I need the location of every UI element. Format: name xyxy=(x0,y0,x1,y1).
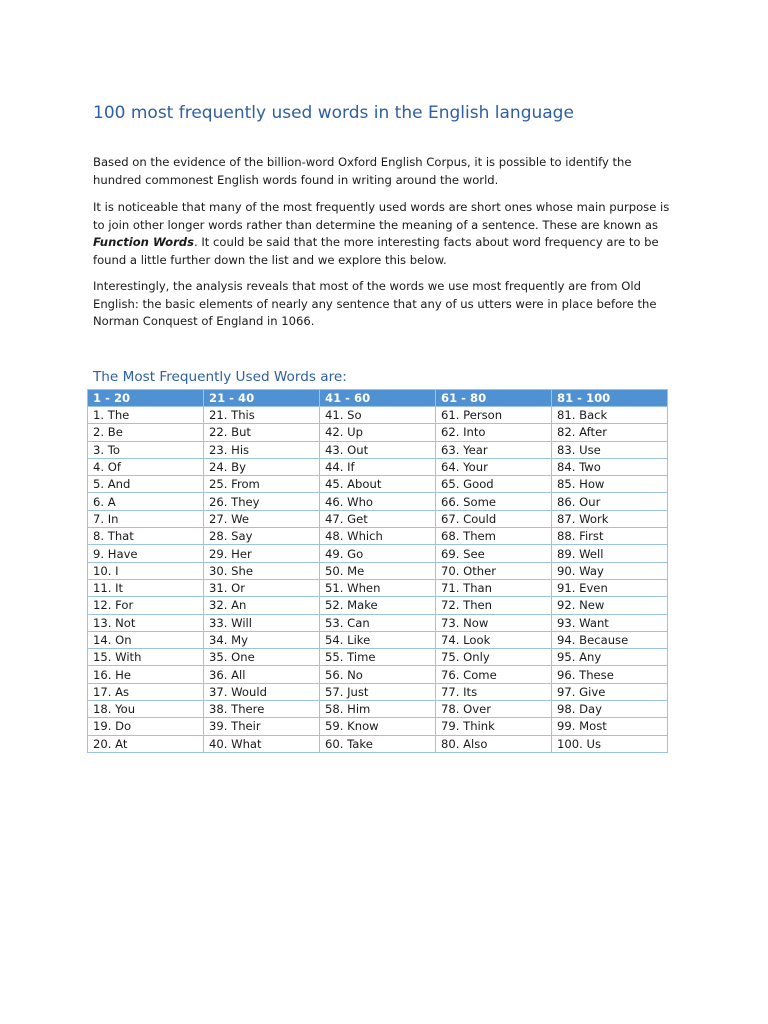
table-row xyxy=(88,614,668,631)
table-row xyxy=(88,735,668,752)
table-cell: 54. Like xyxy=(320,631,436,648)
table-cell: 31. Or xyxy=(204,579,320,596)
table-cell: 57. Just xyxy=(320,683,436,700)
table-body xyxy=(88,407,668,753)
paragraph-text: It is noticeable that many of the most frequently used words are short ones whose main purpose is to join other longer words rather than determine the meaning of a sentence. These are known as xyxy=(93,200,670,232)
table-row xyxy=(88,424,668,441)
table-cell: 51. When xyxy=(320,579,436,596)
table-cell: 26. They xyxy=(204,493,320,510)
table-cell: 36. All xyxy=(204,666,320,683)
table-cell: 2. Be xyxy=(88,424,204,441)
table-cell: 73. Now xyxy=(436,614,552,631)
table-cell: 83. Use xyxy=(552,441,668,458)
table-row xyxy=(88,441,668,458)
table-cell: 97. Give xyxy=(552,683,668,700)
table-cell: 79. Think xyxy=(436,718,552,735)
word-frequency-table xyxy=(87,389,668,753)
table-cell: 93. Want xyxy=(552,614,668,631)
table-cell: 9. Have xyxy=(88,545,204,562)
table-cell: 67. Could xyxy=(436,510,552,527)
page-title: 100 most frequently used words in the English language xyxy=(93,103,574,123)
function-words-paragraph xyxy=(93,199,673,269)
table-row xyxy=(88,631,668,648)
table-cell: 76. Come xyxy=(436,666,552,683)
table-row xyxy=(88,666,668,683)
table-cell: 80. Also xyxy=(436,735,552,752)
table-cell: 74. Look xyxy=(436,631,552,648)
table-cell: 65. Good xyxy=(436,476,552,493)
table-row xyxy=(88,528,668,545)
table-cell: 37. Would xyxy=(204,683,320,700)
table-cell: 12. For xyxy=(88,597,204,614)
table-row xyxy=(88,493,668,510)
table-row xyxy=(88,718,668,735)
table-cell: 89. Well xyxy=(552,545,668,562)
table-cell: 72. Then xyxy=(436,597,552,614)
table-cell: 22. But xyxy=(204,424,320,441)
table-cell: 21. This xyxy=(204,407,320,424)
table-cell: 29. Her xyxy=(204,545,320,562)
table-cell: 95. Any xyxy=(552,649,668,666)
table-cell: 86. Our xyxy=(552,493,668,510)
table-cell: 38. There xyxy=(204,701,320,718)
table-cell: 90. Way xyxy=(552,562,668,579)
table-cell: 63. Year xyxy=(436,441,552,458)
paragraph-text: . It could be said that the more interesting facts about word frequency are to be found a little further down the list and we explore this below. xyxy=(93,235,659,267)
table-cell: 98. Day xyxy=(552,701,668,718)
table-cell: 62. Into xyxy=(436,424,552,441)
table-cell: 10. I xyxy=(88,562,204,579)
table-cell: 27. We xyxy=(204,510,320,527)
table-cell: 82. After xyxy=(552,424,668,441)
table-cell: 60. Take xyxy=(320,735,436,752)
table-row xyxy=(88,458,668,475)
table-cell: 7. In xyxy=(88,510,204,527)
intro-paragraph: Based on the evidence of the billion-word Oxford English Corpus, it is possible to identify the hundred commonest English words found in writing around the world. xyxy=(93,155,632,187)
table-cell: 85. How xyxy=(552,476,668,493)
table-cell: 78. Over xyxy=(436,701,552,718)
table-cell: 45. About xyxy=(320,476,436,493)
table-cell: 66. Some xyxy=(436,493,552,510)
table-cell: 87. Work xyxy=(552,510,668,527)
table-row xyxy=(88,579,668,596)
table-cell: 39. Their xyxy=(204,718,320,735)
table-heading: The Most Frequently Used Words are: xyxy=(93,369,347,385)
table-cell: 64. Your xyxy=(436,458,552,475)
column-header: 1 - 20 xyxy=(88,390,204,407)
table-cell: 4. Of xyxy=(88,458,204,475)
table-cell: 3. To xyxy=(88,441,204,458)
column-header: 41 - 60 xyxy=(320,390,436,407)
table-cell: 55. Time xyxy=(320,649,436,666)
table-cell: 16. He xyxy=(88,666,204,683)
table-cell: 68. Them xyxy=(436,528,552,545)
table-cell: 91. Even xyxy=(552,579,668,596)
table-row xyxy=(88,597,668,614)
table-cell: 48. Which xyxy=(320,528,436,545)
table-cell: 100. Us xyxy=(552,735,668,752)
table-cell: 34. My xyxy=(204,631,320,648)
table-cell: 47. Get xyxy=(320,510,436,527)
table-cell: 14. On xyxy=(88,631,204,648)
table-row xyxy=(88,510,668,527)
table-cell: 40. What xyxy=(204,735,320,752)
table-cell: 19. Do xyxy=(88,718,204,735)
table-cell: 23. His xyxy=(204,441,320,458)
table-cell: 24. By xyxy=(204,458,320,475)
column-header: 81 - 100 xyxy=(552,390,668,407)
table-cell: 25. From xyxy=(204,476,320,493)
table-cell: 15. With xyxy=(88,649,204,666)
table-cell: 50. Me xyxy=(320,562,436,579)
table-row xyxy=(88,407,668,424)
table-cell: 8. That xyxy=(88,528,204,545)
table-cell: 53. Can xyxy=(320,614,436,631)
function-words-term: Function Words xyxy=(93,235,194,249)
table-cell: 30. She xyxy=(204,562,320,579)
table-cell: 44. If xyxy=(320,458,436,475)
table-cell: 6. A xyxy=(88,493,204,510)
table-cell: 42. Up xyxy=(320,424,436,441)
table-cell: 33. Will xyxy=(204,614,320,631)
table-row xyxy=(88,562,668,579)
table-header-row xyxy=(88,390,668,407)
table-cell: 43. Out xyxy=(320,441,436,458)
table-row xyxy=(88,701,668,718)
table-cell: 17. As xyxy=(88,683,204,700)
table-cell: 35. One xyxy=(204,649,320,666)
table-cell: 75. Only xyxy=(436,649,552,666)
table-cell: 96. These xyxy=(552,666,668,683)
table-cell: 59. Know xyxy=(320,718,436,735)
table-cell: 49. Go xyxy=(320,545,436,562)
table-cell: 81. Back xyxy=(552,407,668,424)
table-cell: 88. First xyxy=(552,528,668,545)
table-cell: 84. Two xyxy=(552,458,668,475)
column-header: 61 - 80 xyxy=(436,390,552,407)
table-row xyxy=(88,683,668,700)
table-cell: 13. Not xyxy=(88,614,204,631)
table-cell: 99. Most xyxy=(552,718,668,735)
table-cell: 69. See xyxy=(436,545,552,562)
table-cell: 46. Who xyxy=(320,493,436,510)
table-cell: 56. No xyxy=(320,666,436,683)
table-cell: 52. Make xyxy=(320,597,436,614)
table-cell: 20. At xyxy=(88,735,204,752)
table-cell: 28. Say xyxy=(204,528,320,545)
old-english-paragraph: Interestingly, the analysis reveals that most of the words we use most frequently are from Old English: the basic elements of nearly any sentence that any of us utters were in place before the Norman Conquest of England in 1066. xyxy=(93,279,657,328)
table-cell: 32. An xyxy=(204,597,320,614)
column-header: 21 - 40 xyxy=(204,390,320,407)
table-row xyxy=(88,476,668,493)
table-cell: 92. New xyxy=(552,597,668,614)
table-cell: 61. Person xyxy=(436,407,552,424)
table-cell: 70. Other xyxy=(436,562,552,579)
table-row xyxy=(88,545,668,562)
table-cell: 5. And xyxy=(88,476,204,493)
table-cell: 77. Its xyxy=(436,683,552,700)
table-cell: 1. The xyxy=(88,407,204,424)
table-cell: 41. So xyxy=(320,407,436,424)
table-cell: 94. Because xyxy=(552,631,668,648)
table-cell: 58. Him xyxy=(320,701,436,718)
table-row xyxy=(88,649,668,666)
table-cell: 11. It xyxy=(88,579,204,596)
table-cell: 71. Than xyxy=(436,579,552,596)
table-cell: 18. You xyxy=(88,701,204,718)
